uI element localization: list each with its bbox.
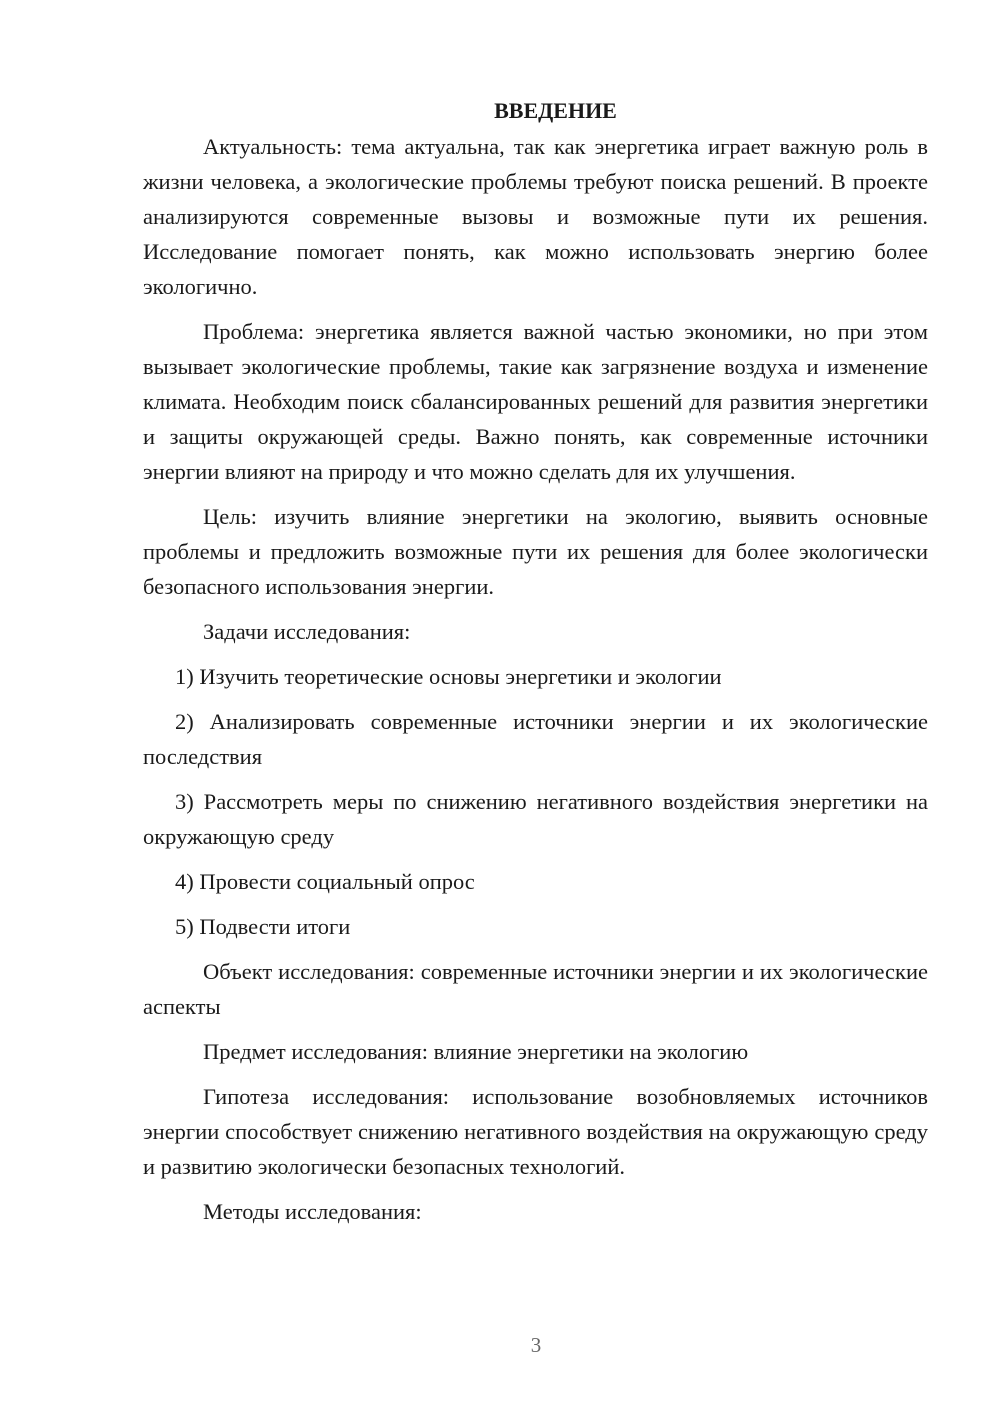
paragraph-subject: Предмет исследования: влияние энергетики на экологию xyxy=(203,1039,749,1064)
methods-title: Методы исследования: xyxy=(203,1199,422,1224)
task-item-1: 1) Изучить теоретические основы энергетики и экологии xyxy=(175,664,722,689)
task-item-4: 4) Провести социальный опрос xyxy=(175,869,475,894)
tasks-title: Задачи исследования: xyxy=(203,619,411,644)
paragraph-hypothesis: Гипотеза исследования: использование возобновляемых источников энергии способствует снижению негативного воздействия на окружающую среду и развитию экологически безопасных технологий. xyxy=(143,1084,928,1179)
task-item-3: 3) Рассмотреть меры по снижению негативного воздействия энергетики на окружающую среду xyxy=(143,789,928,849)
page-heading: ВВЕДЕНИЕ xyxy=(494,98,617,123)
page-number: 3 xyxy=(530,1333,542,1357)
paragraph-problem: Проблема: энергетика является важной частью экономики, но при этом вызывает экологические проблемы, такие как загрязнение воздуха и изменение климата. Необходим поиск сбалансированных решений для развития энергетики и защиты окружающей среды. Важно понять, как современные источники энергии влияют на природу и что можно сделать для их улучшения. xyxy=(143,319,928,484)
paragraph-relevance: Актуальность: тема актуальна, так как энергетика играет важную роль в жизни человека, а экологические проблемы требуют поиска решений. В проекте анализируются современные вызовы и возможные пути их решения. Исследование помогает понять, как можно использовать энергию более экологично. xyxy=(143,134,928,299)
task-item-2: 2) Анализировать современные источники энергии и их экологические последствия xyxy=(143,709,928,769)
task-item-5: 5) Подвести итоги xyxy=(175,914,351,939)
paragraph-object: Объект исследования: современные источники энергии и их экологические аспекты xyxy=(143,959,928,1019)
document-page xyxy=(143,95,928,1229)
paragraph-goal: Цель: изучить влияние энергетики на экологию, выявить основные проблемы и предложить возможные пути их решения для более экологически безопасного использования энергии. xyxy=(143,504,928,599)
